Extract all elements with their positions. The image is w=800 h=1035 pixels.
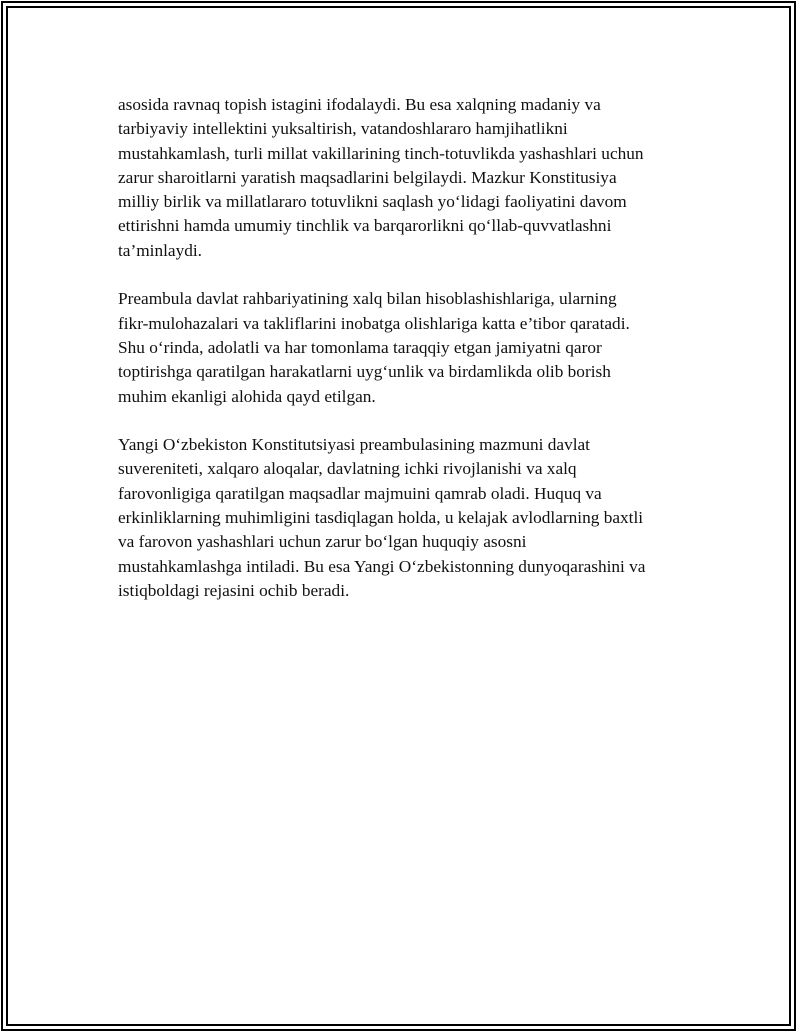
- text-line: milliy birlik va millatlararo totuvlikni saqlash yo‘lidagi faoliyatini davom: [118, 192, 627, 212]
- text-line: erkinliklarning muhimligini tasdiqlagan holda, u kelajak avlodlarning baxtli: [118, 508, 644, 528]
- text-line: muhim ekanligi alohida qayd etilgan.: [118, 386, 376, 406]
- text-line: Shu o‘rinda, adolatli va har tomonlama taraqqiy etgan jamiyatni qaror: [118, 337, 602, 357]
- text-line: istiqboldagi rejasini ochib beradi.: [118, 580, 350, 600]
- document-body: [118, 93, 693, 628]
- text-line: zarur sharoitlarni yaratish maqsadlarini belgilaydi. Mazkur Konstitusiya: [118, 167, 617, 187]
- text-line: Preambula davlat rahbariyatining xalq bilan hisoblashishlariga, ularning: [118, 289, 617, 309]
- paragraph-1: [118, 93, 693, 263]
- text-line: fikr-mulohazalari va takliflarini inobatga olishlariga katta e’tibor qaratadi.: [118, 313, 630, 333]
- text-line: asosida ravnaq topish istagini ifodalaydi. Bu esa xalqning madaniy va: [118, 95, 601, 114]
- text-line: farovonligiga qaratilgan maqsadlar majmuini qamrab oladi. Huquq va: [118, 483, 602, 503]
- text-line: suvereniteti, xalqaro aloqalar, davlatning ichki rivojlanishi va xalq: [118, 459, 577, 479]
- text-line: mustahkamlashga intiladi. Bu esa Yangi O‘zbekistonning dunyoqarashini va: [118, 556, 646, 576]
- text-line: mustahkamlash, turli millat vakillarining tinch-totuvlikda yashashlari uchun: [118, 143, 644, 163]
- text-line: va farovon yashashlari uchun zarur bo‘lgan huquqiy asosni: [118, 532, 527, 552]
- paragraph-2: [118, 287, 693, 408]
- text-line: Yangi O‘zbekiston Konstitutsiyasi preambulasining mazmuni davlat: [118, 435, 590, 455]
- text-line: tarbiyaviy intellektini yuksaltirish, vatandoshlararo hamjihatlikni: [118, 119, 568, 139]
- text-line: ta’minlaydi.: [118, 240, 202, 260]
- text-line: ettirishni hamda umumiy tinchlik va barqarorlikni qo‘llab-quvvatlashni: [118, 216, 612, 236]
- paragraph-3: [118, 433, 693, 603]
- text-line: toptirishga qaratilgan harakatlarni uyg‘unlik va birdamlikda olib borish: [118, 362, 611, 382]
